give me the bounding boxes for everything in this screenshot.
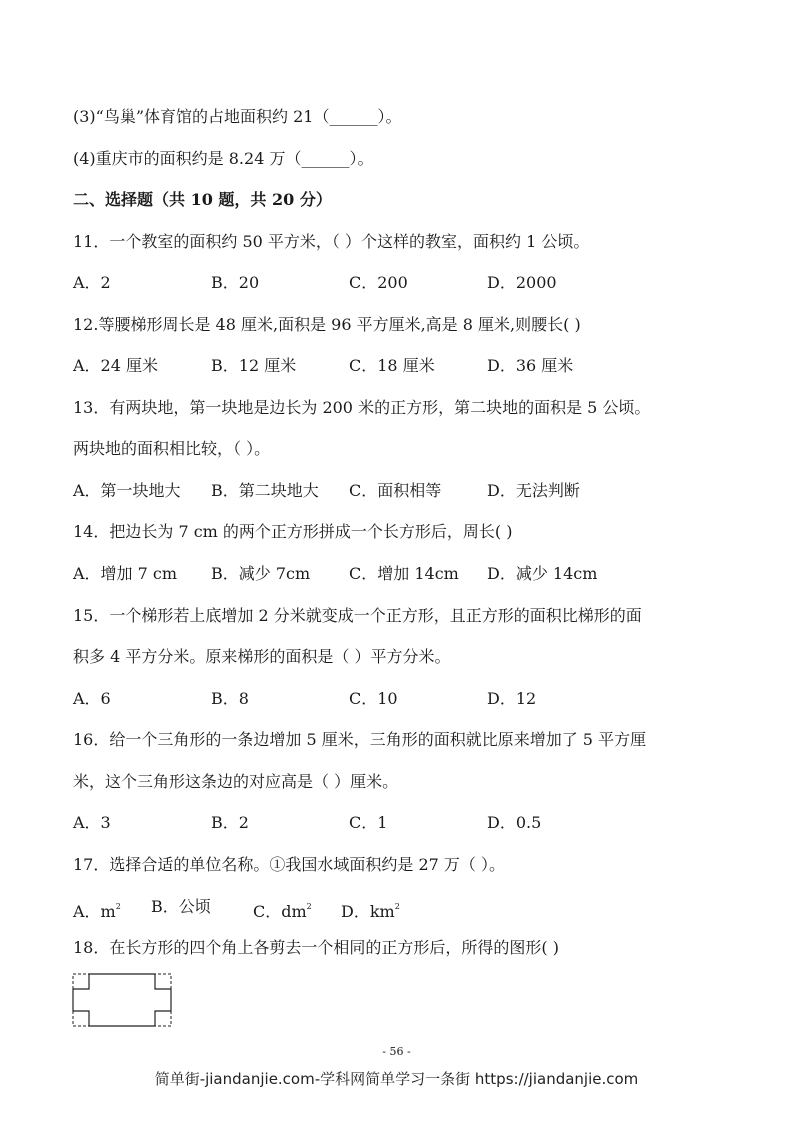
option-a: A．6 [73,689,111,708]
question-15-line2: 积多 4 平方分米。原来梯形的面积是（ ）平方分米。 [73,647,451,666]
option-d: D．$km^2$ [341,902,400,921]
question-4-fill: (4)重庆市的面积约是 8.24 万（______）。 [73,149,374,168]
question-17: 17．选择合适的单位名称。①我国水域面积约是 27 万（ ）。 [73,855,505,874]
question-14: 14．把边长为 7 cm 的两个正方形拼成一个长方形后，周长( ) [73,522,513,541]
page-number: - 56 - [382,1045,411,1058]
option-c: C．$dm^2$ [253,902,312,921]
option-a: A．第一块地大 [73,481,181,500]
option-d: D．无法判断 [487,481,580,500]
question-16-line2: 米，这个三角形这条边的对应高是（ ）厘米。 [73,772,399,791]
option-b: B．公顷 [151,897,211,916]
question-12: 12.等腰梯形周长是 48 厘米,面积是 96 平方厘米,高是 8 厘米,则腰长( ) [73,315,581,334]
question-11: 11．一个教室的面积约 50 平方米，（ ）个这样的教室，面积约 1 公顷。 [73,232,590,251]
section-title-choice: 二、选择题（共 10 题，共 20 分） [73,190,332,209]
option-d: D．0.5 [487,813,542,832]
option-d: D．12 [487,689,537,708]
cut-corner-rectangle-figure [72,973,174,1029]
option-b: B．减少 7cm [211,564,311,583]
option-c: C．面积相等 [349,481,442,500]
question-13-line1: 13．有两块地，第一块地是边长为 200 米的正方形，第二块地的面积是 5 公顷。 [73,398,651,417]
option-d: D．2000 [487,273,557,292]
question-13-line2: 两块地的面积相比较，（ ）。 [73,439,271,458]
option-a: A．3 [73,813,111,832]
option-b: B．2 [211,813,249,832]
option-c: C．1 [349,813,388,832]
option-b: B．第二块地大 [211,481,319,500]
option-a: A．增加 7 cm [73,564,178,583]
option-d: D．减少 14cm [487,564,598,583]
option-b: B．12 厘米 [211,356,297,375]
question-15-line1: 15．一个梯形若上底增加 2 分米就变成一个正方形，且正方形的面积比梯形的面 [73,606,642,625]
option-d: D．36 厘米 [487,356,574,375]
option-b: B．20 [211,273,260,292]
question-3-fill: (3)“鸟巢”体育馆的占地面积约 21（______）。 [73,107,402,126]
option-c: C．18 厘米 [349,356,435,375]
option-a: A．$m^2$ [73,902,121,921]
option-c: C．200 [349,273,408,292]
option-a: A．24 厘米 [73,356,159,375]
option-b: B．8 [211,689,249,708]
footer-watermark-text: 简单街-jiandanjie.com-学科网简单学习一条街 https://jiandanjie.com [154,1070,639,1088]
question-18: 18．在长方形的四个角上各剪去一个相同的正方形后，所得的图形( ) [73,938,559,957]
option-c: C．增加 14cm [349,564,459,583]
option-a: A．2 [73,273,111,292]
question-16-line1: 16．给一个三角形的一条边增加 5 厘米，三角形的面积就比原来增加了 5 平方厘 [73,730,647,749]
option-c: C．10 [349,689,398,708]
